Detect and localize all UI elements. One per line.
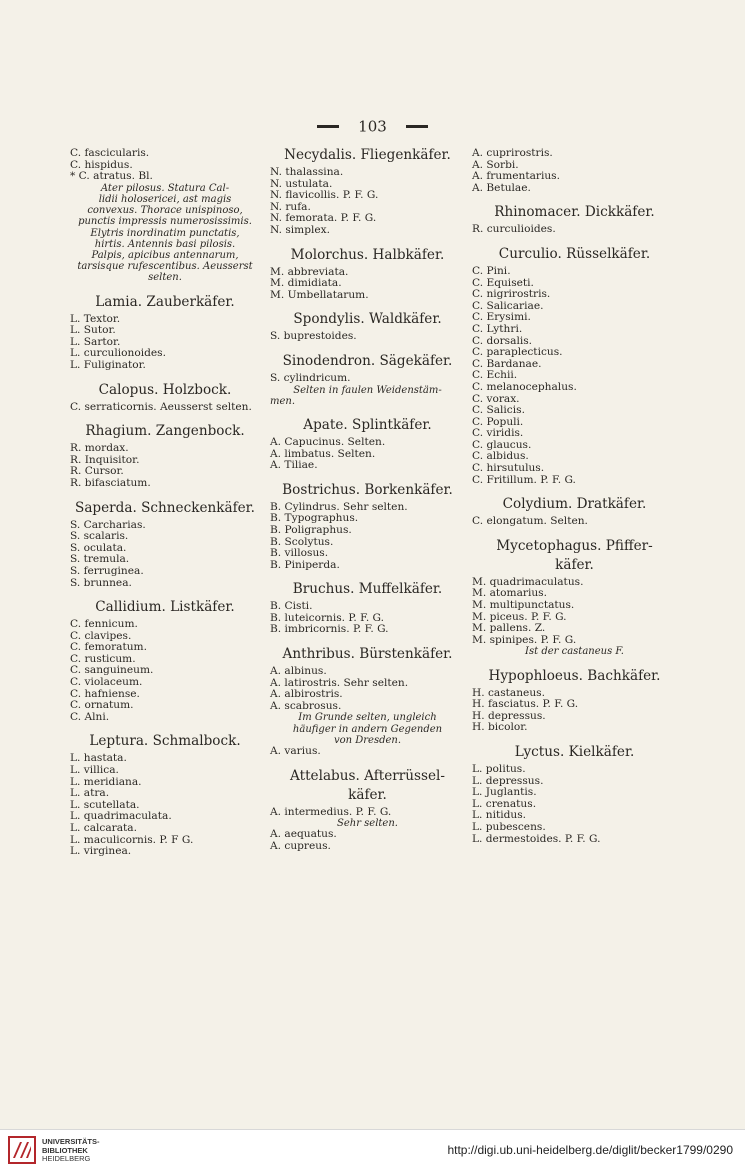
list-item: A. latirostris. Sehr selten. xyxy=(270,676,409,689)
list-item: C. violaceum. xyxy=(70,676,143,689)
list-item: A. Sorbi. xyxy=(472,158,519,171)
section-heading: Lyctus. Kielkäfer. xyxy=(514,743,635,760)
annotation: tarsisque rufescentibus. Aeusserst xyxy=(77,261,253,273)
list-item: B. imbricornis. P. F. G. xyxy=(270,623,389,636)
list-item: C. Bardanae. xyxy=(472,357,542,370)
list-item: S. tremula. xyxy=(70,553,130,566)
list-item: C. ornatum. xyxy=(70,699,134,712)
page-number: 103 xyxy=(358,117,387,136)
list-item: L. Fuliginator. xyxy=(70,358,146,371)
logo-line-1: UNIVERSITÄTS- xyxy=(42,1137,100,1146)
list-item: N. simplex. xyxy=(270,223,330,236)
section-heading: Anthribus. Bürstenkäfer. xyxy=(282,646,453,663)
list-item: A. scabrosus. xyxy=(270,699,342,712)
list-item: H. depressus. xyxy=(472,709,546,722)
list-item: C. Fritillum. P. F. G. xyxy=(472,473,576,486)
list-item: M. piceus. P. F. G. xyxy=(472,610,567,623)
section-heading: Colydium. Dratkäfer. xyxy=(502,496,647,513)
list-item: A. albinus. xyxy=(270,665,327,678)
list-item: * C. atratus. Bl. xyxy=(70,170,153,183)
list-item: S. brunnea. xyxy=(70,576,132,589)
text-column-right xyxy=(472,148,677,845)
list-item: S. scalaris. xyxy=(70,530,129,543)
list-item: A. varius. xyxy=(270,745,321,758)
list-item: C. Salicariae. xyxy=(472,299,544,312)
list-item: C. vorax. xyxy=(472,392,520,405)
section-heading: Necydalis. Fliegenkäfer. xyxy=(284,147,451,163)
annotation: Im Grunde selten, ungleich xyxy=(298,712,437,724)
list-item: C. Salicis. xyxy=(472,404,525,417)
list-item: C. Pini. xyxy=(472,264,511,277)
section-heading: Rhagium. Zangenbock. xyxy=(85,423,245,440)
list-item: L. quadrimaculata. xyxy=(70,810,172,823)
list-item: H. bicolor. xyxy=(472,721,528,734)
section-heading: Leptura. Schmalbock. xyxy=(89,733,241,750)
list-item: C. elongatum. Selten. xyxy=(472,515,588,528)
list-item: A. aequatus. xyxy=(270,828,337,841)
section-heading: Hypophloeus. Bachkäfer. xyxy=(488,667,661,684)
section-heading: Bostrichus. Borkenkäfer. xyxy=(282,481,453,498)
annotation: men. xyxy=(270,395,296,407)
list-item: L. virginea. xyxy=(70,845,132,858)
list-item: C. Alni. xyxy=(70,710,110,723)
list-item: B. Poligraphus. xyxy=(270,523,352,536)
list-item: C. hirsutulus. xyxy=(472,462,545,475)
list-item: L. curculionoides. xyxy=(70,347,166,360)
list-item: L. dermestoides. P. F. G. xyxy=(472,832,601,845)
list-item: S. cylindricum. xyxy=(270,371,351,384)
footer-bar xyxy=(0,1129,745,1170)
list-item: R. Cursor. xyxy=(70,465,124,478)
list-item: L. meridiana. xyxy=(70,775,142,788)
list-item: L. pubescens. xyxy=(472,820,546,833)
list-item: N. ustulata. xyxy=(270,177,333,190)
list-item: C. Echii. xyxy=(472,369,518,382)
list-item: L. maculicornis. P. F G. xyxy=(70,833,194,846)
text-column-middle xyxy=(270,148,465,853)
list-item: C. dorsalis. xyxy=(472,334,533,347)
list-item: B. Cylindrus. Sehr selten. xyxy=(270,500,408,513)
source-url[interactable]: http://digi.ub.uni-heidelberg.de/diglit/becker1799/0290 xyxy=(447,1143,733,1157)
list-item: L. Juglantis. xyxy=(472,786,537,799)
list-item: C. rusticum. xyxy=(70,652,136,665)
annotation: Palpis, apicibus antennarum, xyxy=(91,250,239,261)
list-item: C. hafniense. xyxy=(70,687,140,700)
list-item: M. atomarius. xyxy=(472,587,547,600)
annotation: convexus. Thorace unispinoso, xyxy=(87,205,243,217)
list-item: C. fascicularis. xyxy=(70,147,150,159)
list-item: S. oculata. xyxy=(70,541,127,554)
header-ornament-right xyxy=(406,125,428,128)
list-item: A. Betulae. xyxy=(472,181,531,194)
list-item: M. multipunctatus. xyxy=(472,599,575,612)
list-item: L. villica. xyxy=(70,764,119,777)
annotation: punctis impressis numerosissimis. xyxy=(78,216,252,228)
list-item: A. limbatus. Selten. xyxy=(270,447,376,460)
section-heading: Mycetophagus. Pfiffer- xyxy=(496,537,653,554)
annotation: Selten in faulen Weidenstäm- xyxy=(293,384,442,396)
list-item: A. Capucinus. Selten. xyxy=(270,435,386,448)
list-item: C. serraticornis. Aeusserst selten. xyxy=(70,400,252,413)
annotation: hirtis. Antennis basi pilosis. xyxy=(94,238,236,250)
list-item: B. Piniperda. xyxy=(270,558,340,571)
list-item: C. nigrirostris. xyxy=(472,288,551,301)
list-item: M. abbreviata. xyxy=(270,265,349,278)
list-item: C. sanguineum. xyxy=(70,664,154,677)
list-item: B. Scolytus. xyxy=(270,535,334,548)
list-item: R. curculioides. xyxy=(472,223,556,236)
list-item: L. calcarata. xyxy=(70,822,137,835)
list-item: C. glaucus. xyxy=(472,438,532,451)
list-item: L. nitidus. xyxy=(472,809,527,822)
list-item: L. politus. xyxy=(472,762,526,775)
list-item: L. Textor. xyxy=(70,312,121,325)
header-ornament-left xyxy=(317,125,339,128)
annotation: Sehr selten. xyxy=(337,818,398,830)
list-item: L. hastata. xyxy=(70,752,127,765)
annotation: lidii holosericei, ast magis xyxy=(98,193,232,205)
list-item: L. scutellata. xyxy=(70,798,140,811)
list-item: C. hispidus. xyxy=(70,158,133,171)
section-heading: Sinodendron. Sägekäfer. xyxy=(282,352,453,369)
list-item: A. intermedius. P. F. G. xyxy=(270,805,392,818)
list-item: S. Carcharias. xyxy=(70,518,146,531)
annotation: häufiger in andern Gegenden xyxy=(292,723,443,735)
section-heading: Spondylis. Waldkäfer. xyxy=(293,311,442,328)
list-item: L. depressus. xyxy=(472,774,544,787)
page-header xyxy=(0,116,745,136)
annotation: von Dresden. xyxy=(333,734,402,746)
list-item: R. mordax. xyxy=(70,442,129,455)
annotation: Elytris inordinatim punctatis, xyxy=(90,227,240,239)
section-heading: Curculio. Rüsselkäfer. xyxy=(498,245,651,262)
list-item: N. femorata. P. F. G. xyxy=(270,212,377,225)
list-item: M. Umbellatarum. xyxy=(270,288,369,301)
list-item: B. Cisti. xyxy=(270,600,313,613)
section-heading: Lamia. Zauberkäfer. xyxy=(95,293,235,310)
annotation: Ist der castaneus F. xyxy=(525,646,624,658)
list-item: N. rufa. xyxy=(270,200,311,213)
list-item: A. albirostris. xyxy=(270,688,343,701)
section-heading-continued: käfer. xyxy=(348,786,387,803)
list-item: R. Inquisitor. xyxy=(70,453,140,466)
logo-line-3: HEIDELBERG xyxy=(42,1154,91,1163)
library-logo-icon xyxy=(8,1136,36,1164)
logo-line-2: BIBLIOTHEK xyxy=(42,1145,88,1155)
list-item: B. villosus. xyxy=(270,547,329,560)
list-item: M. quadrimaculatus. xyxy=(472,575,584,588)
library-logo-text xyxy=(42,1138,100,1164)
section-heading: Attelabus. Afterrüssel- xyxy=(290,767,445,784)
list-item: N. thalassina. xyxy=(270,166,344,178)
list-item: M. dimidiata. xyxy=(270,277,342,290)
list-item: S. buprestoides. xyxy=(270,330,357,343)
annotation: Ater pilosus. Statura Cal- xyxy=(100,182,230,194)
list-item: H. castaneus. xyxy=(472,686,545,699)
text-column-left xyxy=(70,148,260,858)
list-item: L. Sutor. xyxy=(70,324,116,337)
list-item: A. Tiliae. xyxy=(270,459,318,472)
section-heading: Rhinomacer. Dickkäfer. xyxy=(494,204,655,221)
list-item: A. frumentarius. xyxy=(472,170,560,183)
section-heading: Calopus. Holzbock. xyxy=(98,381,232,398)
list-item: C. paraplecticus. xyxy=(472,346,563,359)
list-item: S. ferruginea. xyxy=(70,564,144,577)
list-item: C. albidus. xyxy=(472,450,529,463)
list-item: N. flavicollis. P. F. G. xyxy=(270,189,379,202)
list-item: L. crenatus. xyxy=(472,797,537,810)
annotation: selten. xyxy=(148,272,182,284)
section-heading: Saperda. Schneckenkäfer. xyxy=(75,499,255,516)
section-heading: Molorchus. Halbkäfer. xyxy=(290,246,445,263)
list-item: C. melanocephalus. xyxy=(472,380,577,393)
section-heading-continued: käfer. xyxy=(555,556,594,573)
list-item: L. atra. xyxy=(70,787,110,800)
list-item: C. Erysimi. xyxy=(472,311,531,324)
list-item: C. clavipes. xyxy=(70,629,132,642)
list-item: M. pallens. Z. xyxy=(472,622,546,635)
list-item: A. cuprirostris. xyxy=(472,147,553,159)
list-item: B. Typographus. xyxy=(270,512,359,525)
list-item: C. Populi. xyxy=(472,415,524,428)
list-item: C. femoratum. xyxy=(70,641,147,654)
section-heading: Bruchus. Muffelkäfer. xyxy=(292,581,443,598)
list-item: L. Sartor. xyxy=(70,335,121,348)
list-item: C. fennicum. xyxy=(70,618,138,631)
section-heading: Apate. Splintkäfer. xyxy=(303,416,432,433)
list-item: C. viridis. xyxy=(472,427,524,440)
list-item: H. fasciatus. P. F. G. xyxy=(472,698,579,711)
list-item: C. Lythri. xyxy=(472,322,523,335)
list-item: B. luteicornis. P. F. G. xyxy=(270,611,385,624)
list-item: R. bifasciatum. xyxy=(70,476,151,489)
section-heading: Callidium. Listkäfer. xyxy=(95,599,235,616)
list-item: M. spinipes. P. F. G. xyxy=(472,633,577,646)
list-item: A. cupreus. xyxy=(270,840,331,853)
list-item: C. Equiseti. xyxy=(472,276,534,289)
